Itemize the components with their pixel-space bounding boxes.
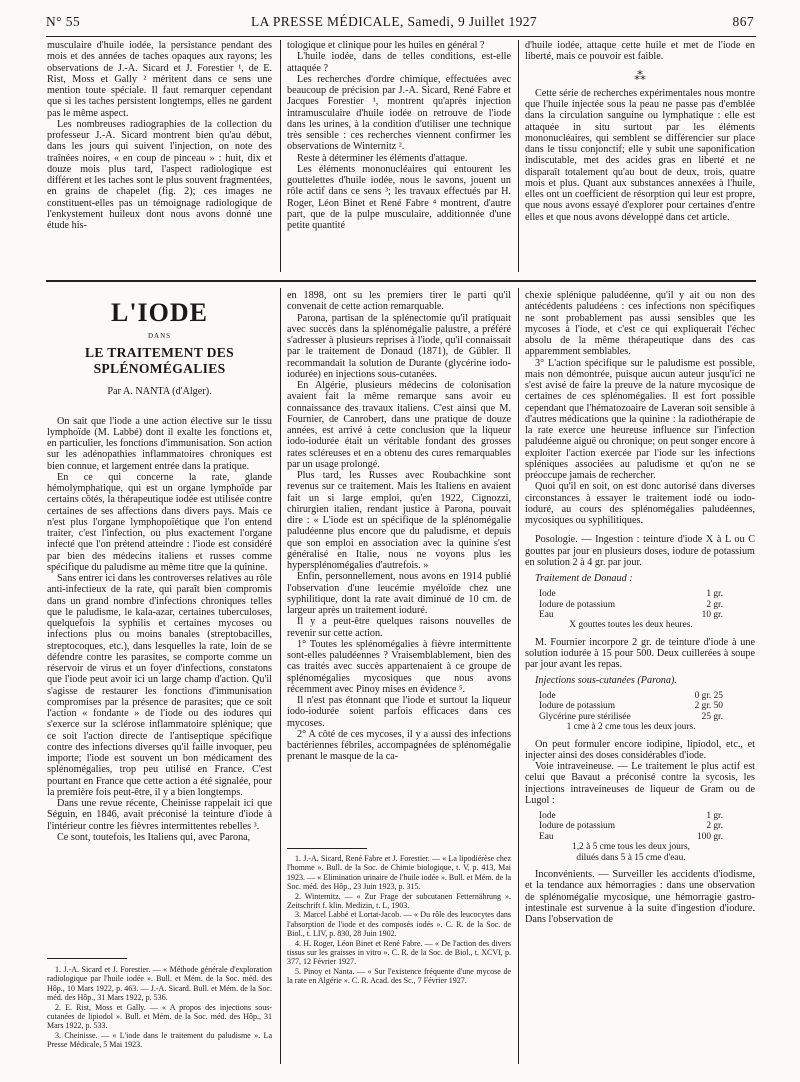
paragraph: M. Fournier incorpore 2 gr. de teinture d'iode à une solution iodurée à 15 pour 500. Deux cuillerées à soupe par jour avant les repas. [525, 636, 755, 671]
ingredient: Iodure de potassium [539, 701, 616, 712]
ingredient: Iodure de potassium [539, 821, 616, 832]
recipe-row [539, 701, 723, 711]
paragraph: On peut formuler encore iodipine, lipiodol, etc., et injecter ainsi des doses considérables d'iode. [525, 738, 755, 761]
recipe-note: X gouttes toutes les deux heures. [569, 620, 693, 631]
paragraph: En Algérie, plusieurs médecins de colonisation avaient fait la même remarque sans avoir eu connaissance des travaux italiens. C'est ainsi que M. Fournier, de Canrobert, dans une pratique de douze années, est arrivé à cette conclusion que la liqueur iodo-iodurée était un véritable fondant des grosses rates scléreuses et en a obtenu des cures remarquables par un usage prolongé. [287, 380, 511, 470]
journal-title: LA PRESSE MÉDICALE, Samedi, 9 Juillet 1927 [251, 14, 538, 29]
quantity: 25 gr. [701, 711, 723, 722]
recipe-row [539, 691, 723, 701]
footnote-rule [47, 958, 127, 959]
quantity: 2 gr. [706, 821, 723, 832]
paragraph: Quoi qu'il en soit, on est donc autorisé dans diverses circonstances à essayer le traitement iodé ou iodo-ioduré, au cours des splénomégalies paludéennes, mycosiques ou syphilitiques. [525, 481, 755, 526]
paragraph: Reste à déterminer les éléments d'attaque. [297, 152, 468, 164]
paragraph: d'huile iodée, attaque cette huile et met de l'iode en liberté, mais ce pouvoir est faible. [525, 40, 755, 63]
quantity: 1 gr. [706, 811, 723, 821]
column-divider [518, 40, 519, 272]
paragraph: Il y a peut-être quelques raisons nouvelles de revenir sur cette action. [287, 616, 511, 639]
paragraph: Les recherches d'ordre chimique, effectuées avec beaucoup de précision par J.-A. Sicard, René Fabre et Jacques Forestier ¹, montrent qu'après injection intramusculaire d'huile iodée on retrouve de l'iode dans les urines, à la condition d'utiliser une technique très sensible : ces recherches viennent confirmer les observations de Winternitz ². [287, 73, 511, 153]
footnote: 5. Pinoy et Nanta. — « Sur l'existence fréquente d'une mycose de la rate en Algérie ». C. R. Acad. des Sc., 7 Février 1927. [287, 966, 511, 986]
paragraph: Les nombreuses radiographies de la collection du professeur J.-A. Sicard montrent bien qu'au début, dans les jours qui suivent l'injection, on note des traînées noires, « en coup de pinceau » : huit, dix et douze mois plus tard, l'aspect radiologique est différent et les taches sont le plus souvent fragmentées, en grains de chapelet (fig. 2); ces images ne constituent-elles pas un témoignage radiologique de l'enkystement huileux dont nous avons donné une étude his- [47, 118, 272, 231]
recipe-row [539, 712, 723, 722]
footnote-rule [287, 848, 367, 849]
article-title-connector: DANS [147, 332, 172, 340]
paragraph: 2° A côté de ces mycoses, il y a aussi des infections bactériennes fébriles, accompagnées de splénomégalie prenant le masque de la ca- [287, 728, 511, 763]
running-header [46, 14, 754, 36]
footnote: 1. J.-A. Sicard, René Fabre et J. Forestier. — « La lipodiérèse chez l'homme ». Bull. de la Soc. de Chimie biologique, t. V, p. 413, Mai 1923. — « Elimination urinaire de l'huile iodée ». Bull. et Mém. de la Soc. méd. des Hôp., 23 Juin 1923, p. 315. [287, 854, 511, 892]
quantity: 1 gr. [706, 589, 723, 600]
paragraph: Sans entrer ici dans les controverses relatives au rôle anti-infectieux de la rate, qui paraît bien compromis dans un grand nombre d'infections chroniques telles que le paludisme, le kala-azar, certaines tuberculoses, quelquefois la syphilis et certaines mycoses ou infections plus ou moins banales (streptobacilles, streptocoques, etc.), dans lesquelles la rate, loin de se défendre contre les parasites, se comporte comme un réservoir de virus et un foyer d'infections, constatons que l'iode peut avoir ici un large champ d'action. Qu'il s'agisse de restaurer les fonctions d'immunisation compromises par la présence de parasites; que ce soit l'action « fondante » de l'iode ou des iodures qui s'exerce sur la sclérose inflammatoire splénique; que ce soit l'action directe de l'antiseptique spécifique contre des infections diverses qu'il faille invoquer, peu importe; l'iode est souvent un bon médicament des splénomégalies, trop peu utilisé en France. C'est pourtant en France que cette action a été signalée, pour la première fois peut-être, il y a bien longtemps. [47, 573, 272, 798]
article-column-2-footnotes [287, 854, 511, 986]
article-column-1 [47, 298, 272, 843]
lugol-recipe [539, 811, 723, 863]
donaud-heading: Traitement de Donaud : [535, 573, 633, 584]
article-column-3 [525, 290, 755, 925]
footnote: 3. Cheinisse. — « L'iode dans le traitement du paludisme ». La Presse Médicale, 5 Mai 1923. [47, 1030, 272, 1050]
recipe-row [539, 832, 723, 842]
paragraph: Enfin, personnellement, nous avons en 1914 publié l'observation d'une leucémie myéloïde chez une syphilitique, dont la rate avait diminué de 10 cm. de largeur après un traitement ioduré. [287, 571, 511, 616]
parona-recipe [539, 691, 723, 733]
recipe-note: dilués dans 5 à 15 cme d'eau. [576, 852, 686, 863]
paragraph: musculaire d'huile iodée, la persistance pendant des mois et des années de taches opaques aux rayons; les observations de J.-A. Sicard et J. Forestier ¹, de E. Rist, Moss et Gally ² méritent dans ce sens une mention toute spéciale. Il faut remarquer cependant que si les taches persistent longtemps, elles ne gardent pas le même aspect. [47, 40, 272, 119]
paragraph: On sait que l'iode a une action élective sur le tissu lymphoïde (M. Labbé) dont il exalte les fonctions et, en particulier, les fonctions d'immunisation. Son action sur les adénopathies inflammatoires chroniques est bien connue, et largement entrée dans la pratique. [47, 415, 272, 472]
header-rule [46, 36, 756, 37]
paragraph: Les éléments mononucléaires qui entourent les gouttelettes d'huile iodée, nous le savons, jouent un rôle actif dans ce sens ³; les travaux effectués par H. Roger, Léon Binet et René Fabre ⁴ montrent, d'autre part, que de la pulpe musculaire, additionnée d'une petite quantité [287, 163, 511, 231]
recipe-row [539, 821, 723, 831]
recipe-row [539, 600, 723, 610]
page-number: 867 [732, 14, 754, 29]
footnote: 4. H. Roger, Léon Binet et René Fabre. — « De l'action des divers tissus sur les graisses in vitro ». C. R. de la Soc. de Biol., t. XCVI, p. 377, 12 Février 1927. [287, 938, 511, 967]
paragraph: chexie splénique paludéenne, qu'il y ait ou non des antécédents paludéens : ces infections non spécifiques ne sont probablement pas aussi sensibles que les mycoses à l'iode, et c'est ce qui expliquerait l'échec absolu de la même thérapeutique dans des cas apparemment semblables. [525, 290, 755, 358]
article-author: Par A. NANTA (d'Alger). [107, 386, 212, 398]
ingredient: Glycérine pure stérilisée [539, 711, 631, 722]
quantity: 2 gr. 50 [694, 701, 723, 712]
top-column-1 [47, 40, 272, 231]
parona-heading: Injections sous-cutanées (Parona). [535, 674, 677, 686]
paragraph: Parona, partisan de la splénectomie qu'il pratiquait avec succès dans la splénomégalie palustre, a préféré s'adresser à plusieurs reprises à l'iode, qu'il connaissait par le traitement de Donaud (1871), de Gübler. Il recommandait la solution de Durante (glycérine iodo-iodurée) en injections sous-cutanées. [287, 312, 511, 380]
quantity: 2 gr. [706, 599, 723, 610]
issue-number: N° 55 [46, 14, 81, 29]
paragraph: 1° Toutes les splénomégalies à fièvre intermittente sont-elles paludéennes ? Vraisemblablement, bien des cas traités avec succès appartenaient à ce groupe de splénomégalies mycosiques que nous avons récemment avec Pinoy mises en évidence ⁵. [287, 638, 511, 695]
paragraph: Voie intraveineuse. — Le traitement le plus actif est celui que Bavaut a préconisé contre la sycosis, les injections intraveineuses de liqueur de Gram ou de Lugol : [525, 761, 755, 806]
paragraph: Ce sont, toutefois, les Italiens qui, avec Parona, [57, 831, 251, 843]
posologie-paragraph: Posologie. — Ingestion : teinture d'iode X à L ou C gouttes par jour en plusieurs doses, iodure de potassium en solution 2 à 4 gr. par jour. [525, 534, 755, 568]
recipe-note: 1 cme à 2 cme tous les deux jours. [566, 722, 696, 733]
top-column-2 [287, 40, 511, 231]
quantity: 0 gr. 25 [694, 690, 723, 701]
article-column-1-footnotes [47, 965, 272, 1050]
paragraph: Cette série de recherches expérimentales nous montre que l'huile injectée sous la peau ne passe pas d'emblée dans la circulation sanguine ou lymphatique : elle est attaquée in situ surtout par les éléments mononucléaires, qui semblent se différencier sur place dans le tissu conjonctif; elle y subit une saponification indiscutable, met des acides gras en liberté et ne disparaît totalement qu'au bout de deux, trois, quatre mois et plus. Quant aux substances annexées à l'huile, elles ont un coefficient de résorption qui leur est propre, que nous avons essayé d'explorer pour certaines d'entre elles et que nous avons développé dans cet article. [525, 87, 755, 223]
column-divider [518, 288, 519, 1064]
ingredient: Iodure de potassium [539, 599, 616, 610]
article-title-block [47, 298, 272, 398]
recipe-row [539, 610, 723, 620]
column-divider [280, 40, 281, 272]
ingredient: Iode [539, 690, 556, 701]
footnote: 2. E. Rist, Moss et Gally. — « A propos des injections sous-cutanées de lipiodol ». Bull. et Mém. de la Soc. méd. des Hôp., 31 Mars 1922, p. 533. [47, 1002, 272, 1031]
ingredient: Iode [539, 589, 556, 600]
paragraph: 3° L'action spécifique sur le paludisme est possible, mais non démontrée, puisque aucun auteur jusqu'ici ne s'est avisé de faire la preuve de la nature mycosique de certaines de ces splénomégalies. Il est fort possible cependant que l'hématozoaire de Laveran soit sensible à d'autres médications que la quinine : la radiothérapie de la rate exerce une heureuse influence sur l'infection paludéenne aiguë ou chronique; on peut songer encore à exploiter l'action exercée par l'iode sur les infections spléniques associées au paludisme et qu'on ne se préoccupe jamais de rechercher. [525, 357, 755, 481]
donaud-recipe [539, 589, 723, 631]
asterism: ⁂ [634, 68, 646, 83]
top-column-3 [525, 40, 755, 223]
footnote: 3. Marcel Labbé et Lortat-Jacob. — « Du rôle des leucocytes dans l'absorption de l'iode et des composés iodés ». C. R. de la Soc. de Biol., t. LIV, p. 830, 28 Juin 1902. [287, 910, 511, 939]
paragraph: Il n'est pas étonnant que l'iode et surtout la liqueur iodo-iodurée soient parfois efficaces dans ces mycoses. [287, 695, 511, 729]
paragraph: Plus tard, les Russes avec Roubachkine sont revenus sur ce traitement. Mais les Italiens en avaient fait un si large emploi, qu'en 1922, Cignozzi, chirurgien italien, rendant justice à Parona, pouvait dire : « L'iode est un spécifique de la splénomégalie paludéenne plus encore que du paludisme, et depuis que son emploi en association avec la quinine s'est généralisé en Italie, nous ne voyons plus les hypersplénomégalies d'autrefois. » [287, 470, 511, 571]
paragraph: tologique et clinique pour les huiles en général ? [287, 40, 485, 51]
quantity: 10 gr. [701, 610, 723, 621]
column-divider [280, 288, 281, 1064]
ingredient: Eau [539, 831, 554, 842]
paragraph: En ce qui concerne la rate, glande hémolymphatique, qui est un organe lymphoïde par certains côtés, la thérapeutique iodée est utilisée contre certaines de ses affections dans divers pays. Mais ce n'est plus l'organe lymphopoïétique que l'on entend traiter, c'est l'infection, ou plus exactement l'organe infecté que l'on prétend atteindre : l'iode est considéré par bien des médecins italiens et russes comme spécifique du paludisme au même titre que la quinine. [47, 471, 272, 573]
article-title: L'IODE [110, 298, 209, 327]
recipe-note: 1,2 à 5 cme tous les deux jours, [572, 842, 690, 853]
ingredient: Eau [539, 610, 554, 621]
footnote: 1. J.-A. Sicard et J. Forestier. — « Méthode générale d'exploration radiologique par l'huile iodée ». Bull. et Mém. de la Soc. méd. des Hôp., 10 Mars 1922, p. 463. — J.-A. Sicard. Bull. et Mém. de la Soc. méd. des Hôp., 31 Mars 1922, p. 536. [47, 965, 272, 1003]
ingredient: Iode [539, 811, 556, 821]
article-subtitle: LE TRAITEMENT DES SPLÉNOMÉGALIES [85, 345, 234, 377]
recipe-row [539, 589, 723, 599]
paragraph: en 1898, ont su les premiers tirer le parti qu'il convenait de cette action remarquable. [287, 290, 511, 313]
paragraph: L'huile iodée, dans de telles conditions, est-elle attaquée ? [287, 51, 511, 74]
recipe-row [539, 811, 723, 821]
paragraph: Inconvénients. — Surveiller les accidents d'iodisme, et la tendance aux hémorragies : dans une observation de splénomégalie mycosique, une hémorragie gastro-intestinale est survenue à la suite d'ingestion d'iodure. Dans l'observation de [525, 869, 755, 926]
section-rule [46, 280, 756, 282]
footnote: 2. Winternitz. — « Zur Frage der subcutanen Fetternährung ». Zeitschrift f. klin. Medizin, t. L, 1903. [287, 891, 511, 911]
quantity: 100 gr. [696, 831, 723, 842]
article-column-2 [287, 290, 511, 763]
paragraph: Dans une revue récente, Cheinisse rappelait ici que Séguin, en 1846, avait préconisé la teinture d'iode à l'intérieur contre les fièvres intermittentes rebelles ³. [47, 798, 272, 832]
